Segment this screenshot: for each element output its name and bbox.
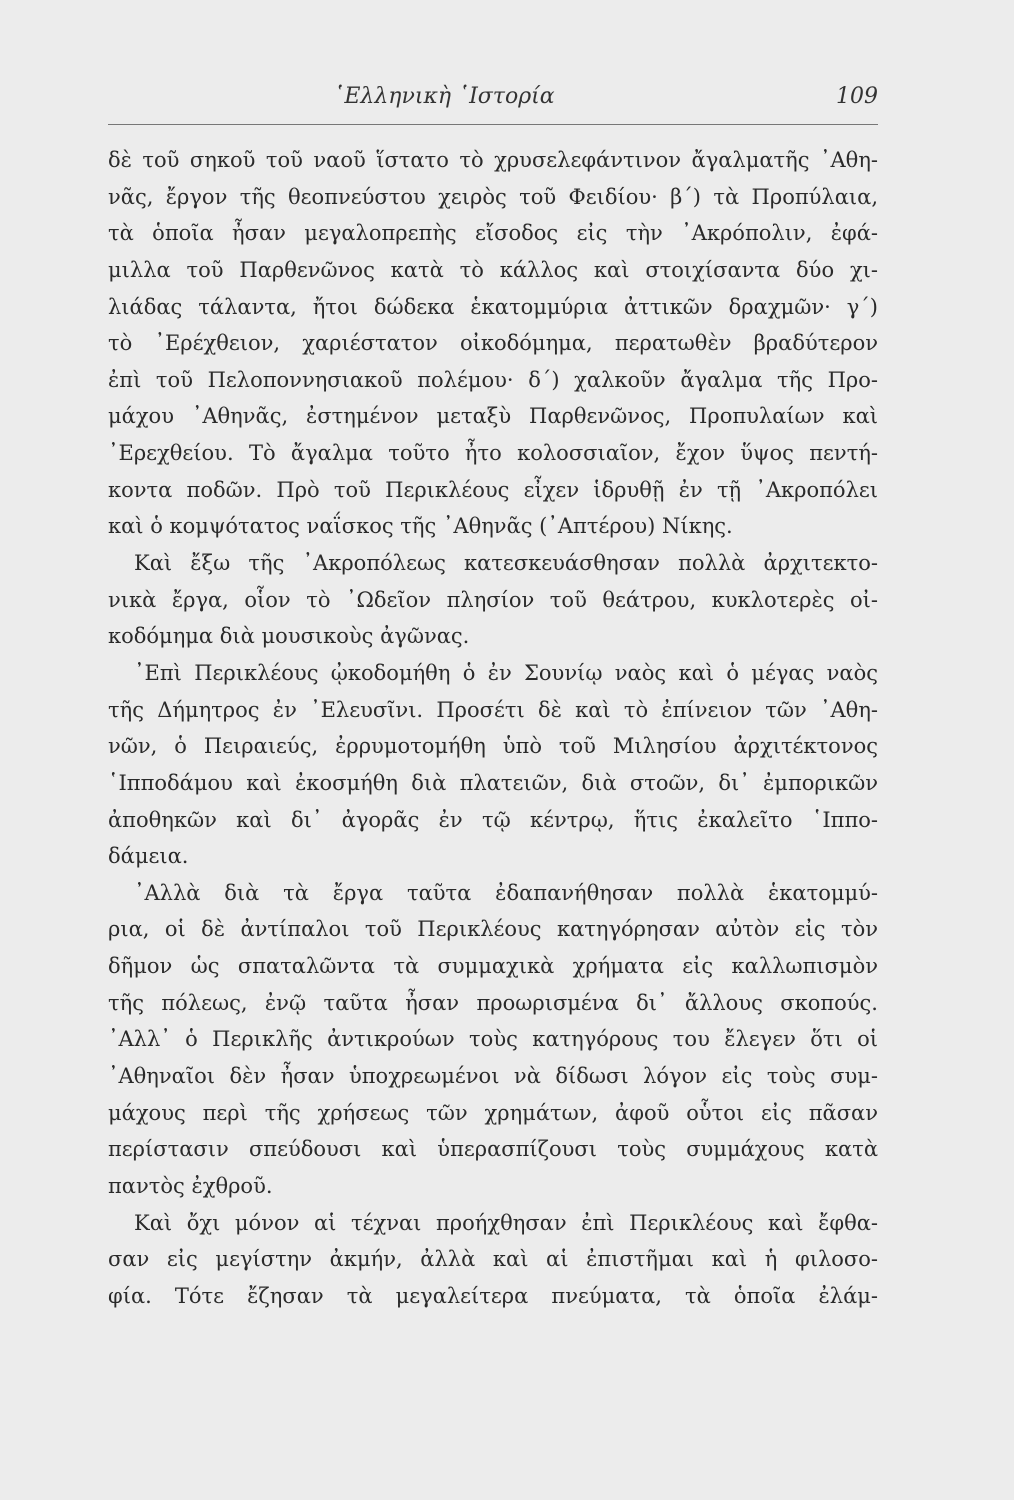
text-line: ᾿Επὶ Περικλέους ᾠκοδομήθη ὁ ἐν Σουνίῳ ναὸς καὶ ὁ μέγας ναὸς xyxy=(134,660,878,685)
text-line: περίστασιν σπεύδουσι καὶ ὑπερασπίζουσι τοὺς συμμάχους κατὰ xyxy=(108,1137,878,1162)
text-line: τῆς πόλεως, ἐνῷ ταῦτα ἦσαν προωρισμένα δι᾿ ἄλλους σκοπούς. xyxy=(108,990,878,1015)
text-line: τὸ ᾿Ερέχθειον, χαριέστατον οἰκοδόμημα, περατωθὲν βραδύτερον xyxy=(108,331,878,356)
body-text xyxy=(108,142,878,1315)
text-line: ᾿Αθηναῖοι δὲν ἦσαν ὑποχρεωμένοι νὰ δίδωσι λόγον εἰς τοὺς συμ- xyxy=(108,1064,878,1089)
header-rule xyxy=(108,124,878,125)
text-line: ρια, οἱ δὲ ἀντίπαλοι τοῦ Περικλέους κατηγόρησαν αὐτὸν εἰς τὸν xyxy=(108,917,878,942)
text-line: τῆς Δήμητρος ἐν ᾿Ελευσῖνι. Προσέτι δὲ καὶ τὸ ἐπίνειον τῶν ᾿Αθη- xyxy=(108,697,878,722)
text-line: δάμεια. xyxy=(108,844,189,869)
text-line: ᾿Αλλὰ διὰ τὰ ἔργα ταῦτα ἐδαπανήθησαν πολλὰ ἑκατομμύ- xyxy=(134,880,878,905)
text-line: νῶν, ὁ Πειραιεύς, ἐρρυμοτομήθη ὑπὸ τοῦ Μιλησίου ἀρχιτέκτονος xyxy=(108,734,878,759)
text-line: λιάδας τάλαντα, ἤτοι δώδεκα ἑκατομμύρια ἀττικῶν δραχμῶν· γ΄) xyxy=(108,294,878,319)
text-line: μάχους περὶ τῆς χρήσεως τῶν χρημάτων, ἀφοῦ οὗτοι εἰς πᾶσαν xyxy=(108,1100,878,1125)
text-line: κοδόμημα διὰ μουσικοὺς ἀγῶνας. xyxy=(108,624,470,649)
text-line: ἀποθηκῶν καὶ δι᾿ ἀγορᾶς ἐν τῷ κέντρῳ, ἥτις ἐκαλεῖτο ῾Ιππο- xyxy=(108,807,878,832)
text-line: φία. Τότε ἔζησαν τὰ μεγαλείτερα πνεύματα, τὰ ὁποῖα ἐλάμ- xyxy=(108,1283,878,1308)
text-line: νᾶς, ἔργον τῆς θεοπνεύστου χειρὸς τοῦ Φειδίου· β΄) τὰ Προπύλαια, xyxy=(108,184,878,209)
text-line: ῾Ιπποδάμου καὶ ἐκοσμήθη διὰ πλατειῶν, διὰ στοῶν, δι᾿ ἐμπορικῶν xyxy=(108,770,878,795)
text-line: κοντα ποδῶν. Πρὸ τοῦ Περικλέους εἶχεν ἱδρυθῇ ἐν τῇ ᾿Ακροπόλει xyxy=(108,477,878,502)
text-line: καὶ ὁ κομψότατος ναΐσκος τῆς ᾿Αθηνᾶς (᾿Απτέρου) Νίκης. xyxy=(108,514,733,539)
running-title: ῾Ελληνικὴ ῾Ιστορία xyxy=(333,84,555,109)
text-line: σαν εἰς μεγίστην ἀκμήν, ἀλλὰ καὶ αἱ ἐπιστῆμαι καὶ ἡ φιλοσο- xyxy=(108,1247,878,1272)
text-line: νικὰ ἔργα, οἷον τὸ ᾿Ωδεῖον πλησίον τοῦ θεάτρου, κυκλοτερὲς οἰ- xyxy=(108,587,878,612)
text-line: τὰ ὁποῖα ἦσαν μεγαλοπρεπὴς εἴσοδος εἰς τὴν ᾿Ακρόπολιν, ἐφά- xyxy=(108,221,878,246)
text-line: μάχου ᾿Αθηνᾶς, ἐστημένον μεταξὺ Παρθενῶνος, Προπυλαίων καὶ xyxy=(108,404,878,429)
text-line: ἐπὶ τοῦ Πελοποννησιακοῦ πολέμου· δ΄) χαλκοῦν ἄγαλμα τῆς Προ- xyxy=(108,367,878,392)
text-line: δῆμον ὡς σπαταλῶντα τὰ συμμαχικὰ χρήματα εἰς καλλωπισμὸν xyxy=(108,954,878,979)
text-line: ᾿Ερεχθείου. Τὸ ἄγαλμα τοῦτο ἦτο κολοσσιαῖον, ἔχον ὕψος πεντή- xyxy=(108,441,878,466)
text-line: Καὶ ὄχι μόνον αἱ τέχναι προήχθησαν ἐπὶ Περικλέους καὶ ἔφθα- xyxy=(134,1210,878,1235)
text-line: ᾿Αλλ᾿ ὁ Περικλῆς ἀντικρούων τοὺς κατηγόρους του ἔλεγεν ὅτι οἱ xyxy=(108,1027,878,1052)
text-line: μιλλα τοῦ Παρθενῶνος κατὰ τὸ κάλλος καὶ στοιχίσαντα δύο χι- xyxy=(108,257,878,282)
text-line: Καὶ ἔξω τῆς ᾿Ακροπόλεως κατεσκευάσθησαν πολλὰ ἀρχιτεκτο- xyxy=(134,551,878,576)
text-line: δὲ τοῦ σηκοῦ τοῦ ναοῦ ἵστατο τὸ χρυσελεφάντινον ἄγαλματῆς ᾿Αθη- xyxy=(108,148,878,172)
text-line: παντὸς ἐχθροῦ. xyxy=(108,1173,273,1198)
page-number: 109 xyxy=(836,84,878,109)
